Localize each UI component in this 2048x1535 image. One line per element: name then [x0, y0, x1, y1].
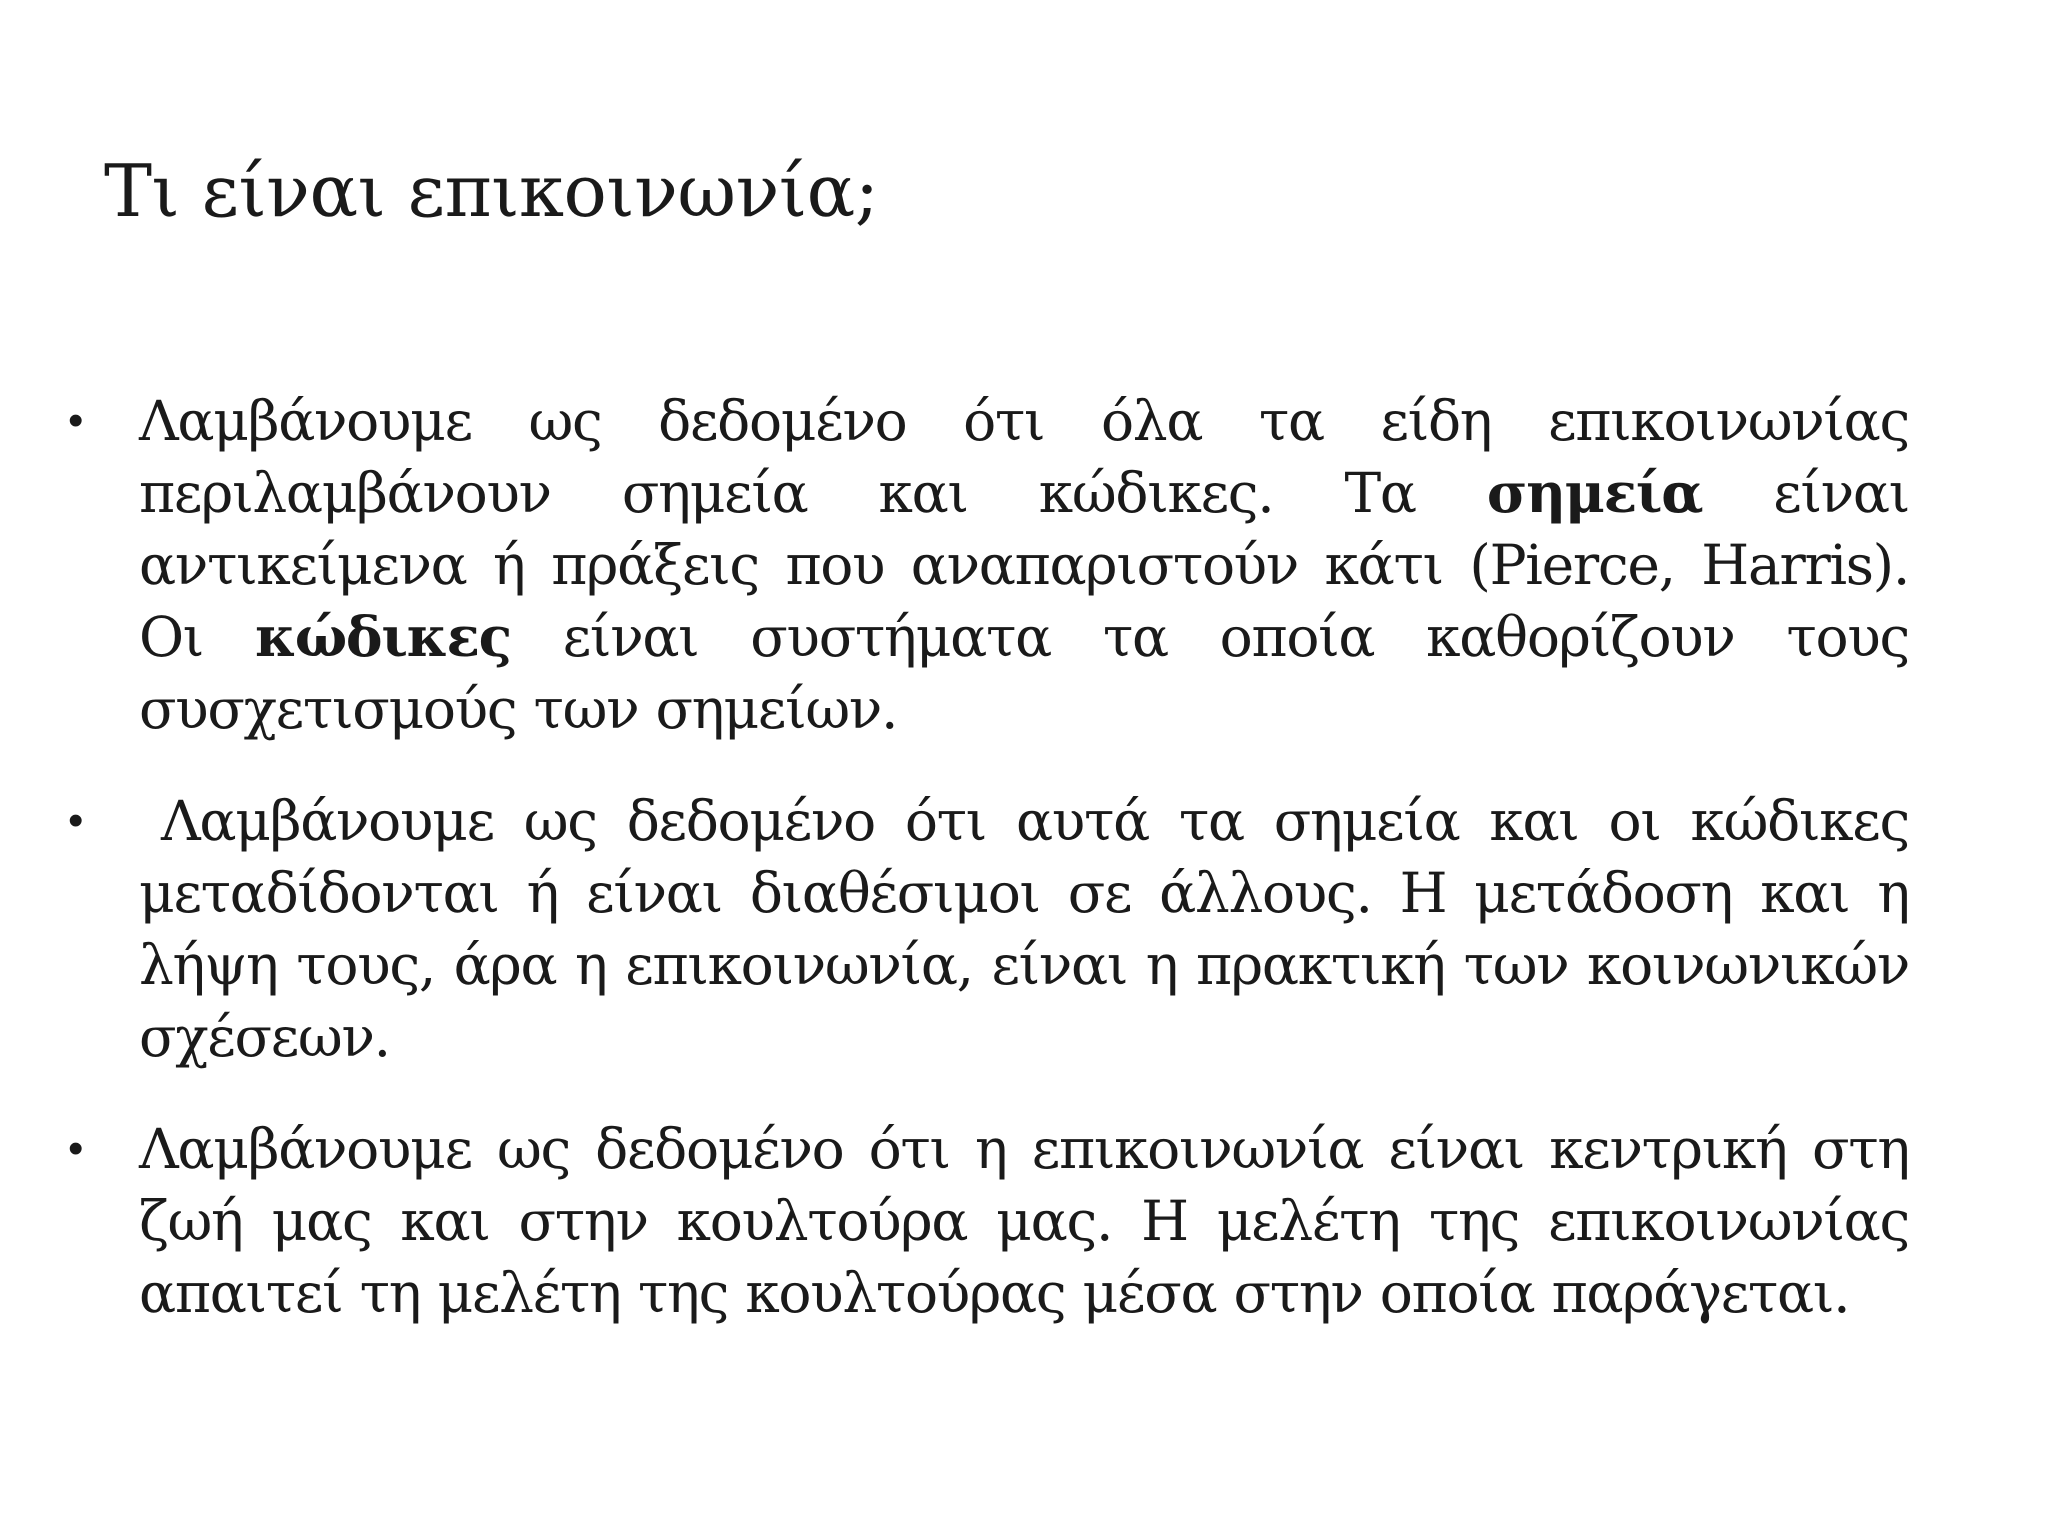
bullet-text-3	[139, 1113, 1909, 1329]
bullet-item-3	[0, 1113, 2048, 1329]
bullet-text-1	[139, 385, 1909, 745]
bullet-list	[0, 385, 2048, 1369]
bullet-2-text: Λαμβάνουμε ως δεδομένο ότι αυτά τα σημεία και οι κώδικες μεταδίδονται ή είναι διαθέσιμοι σε άλλους. Η μετάδοση και η λήψη τους, άρα η επικοινωνία, είναι η πρακτική των κοινωνικών σχέσεων.	[139, 789, 1909, 1069]
bullet-3-text: Λαμβάνουμε ως δεδομένο ότι η επικοινωνία είναι κεντρική στη ζωή μας και στην κουλτούρα μας. Η μελέτη της επικοινωνίας απαιτεί τη μελέτη της κουλτούρας μέσα στην οποία παράγεται.	[139, 1117, 1909, 1325]
bullet-item-2	[0, 785, 2048, 1073]
bullet-icon: •	[68, 796, 84, 845]
bullet-1-text-part-2: είναι αντικείμενα ή πράξεις που αναπαριστούν κάτι (Pierce, Harris). Οι	[139, 461, 1909, 669]
bullet-1-text-part-3: είναι συστήματα τα οποία καθορίζουν τους συσχετισμούς των σημείων.	[139, 605, 1909, 741]
bullet-icon: •	[68, 396, 84, 445]
term-kodikes: κώδικες	[254, 604, 511, 669]
bullet-item-1	[0, 385, 2048, 745]
slide-title: Τι είναι επικοινωνία;	[104, 149, 879, 233]
term-simeia: σημεία	[1486, 460, 1703, 525]
bullet-1-text-part-1: Λαμβάνουμε ως δεδομένο ότι όλα τα είδη επικοινωνίας περιλαμβάνουν σημεία και κώδικες. Τα	[139, 389, 1909, 525]
bullet-text-2	[139, 785, 1909, 1073]
bullet-icon: •	[68, 1124, 84, 1173]
